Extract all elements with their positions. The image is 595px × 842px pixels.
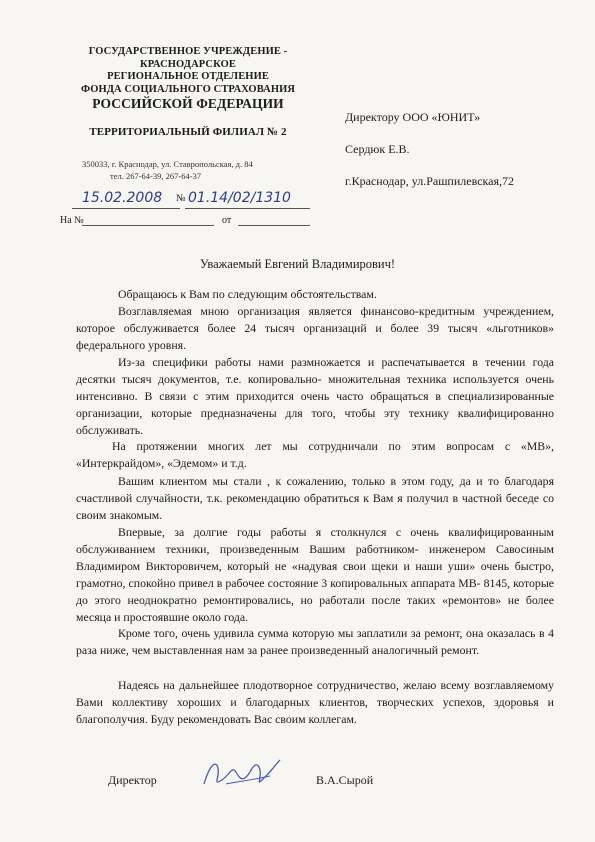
paragraph-8: Надеясь на дальнейшее плодотворное сотрудничество, желаю всему возглавляемому Вами коллективу хороших и благодарных клиентов, творческих успехов, здоровья и благополучия. Буду рекомендовать Вас своим коллегам. [76, 678, 554, 726]
number-sign: № [176, 193, 186, 204]
recipient-line-3: г.Краснодар, ул.Рашпилевская,72 [345, 174, 515, 188]
paragraph-1: Обращаюсь к Вам по следующим обстоятельствам. [118, 287, 377, 301]
recipient-line-1: Директору ООО «ЮНИТ» [345, 110, 481, 124]
org-line-1: ГОСУДАРСТВЕННОЕ УЧРЕЖДЕНИЕ - [88, 46, 288, 57]
paragraph-2: Возглавляемая мною организация является финансово-кредитным учреждением, которое обслуживается более 24 тысяч организаций и более 39 тысяч «льготников» федерального уровня. [76, 304, 554, 352]
organization-header [48, 46, 328, 111]
signatory-position: Директор [108, 773, 157, 787]
org-line-4: ФОНДА СОЦИАЛЬНОГО СТРАХОВАНИЯ [80, 83, 296, 95]
salutation: Уважаемый Евгений Владимирович! [199, 257, 396, 271]
org-line-2: КРАСНОДАРСКОЕ [140, 58, 236, 70]
signatory-name: В.А.Сырой [316, 773, 374, 787]
org-line-5: РОССИЙСКОЙ ФЕДЕРАЦИИ [92, 96, 284, 111]
reply-number-line [82, 225, 214, 226]
paragraph-3: Из-за специфики работы нами размножается и распечатывается в течении года десятки тысяч документов, т.е. копировально- множительная техника используется очень интенсивно. В связи с этим приходится очень часто обращаться в специализированные организации, которые предназначены для того, чтобы эту технику квалифицированно обслуживать. [76, 355, 554, 437]
recipient-line-2: Сердюк Е.В. [345, 142, 410, 156]
address-line-1: 350033, г. Краснодар, ул. Ставропольская, д. 84 [82, 159, 253, 169]
org-line-3: РЕГИОНАЛЬНОЕ ОТДЕЛЕНИЕ [107, 71, 269, 82]
reply-label: На № [60, 215, 84, 226]
paragraph-7: Кроме того, очень удивила сумма которую мы заплатили за ремонт, она оказалась в 4 раза ниже, чем выставленная нам за ранее произведенный аналогичный ремонт. [76, 626, 554, 657]
date-underline [72, 208, 180, 209]
paragraph-4: На протяжении многих лет мы сотрудничали по этим вопросам с «МВ», «Интеркрайдом», «Эдемом» и т.д. [76, 439, 554, 470]
paragraph-5: Вашим клиентом мы стали , к сожалению, только в этом году, да и то благодаря счастливой случайности, т.к. рекомендацию обратиться к Вам я получил в частной беседе со своим знакомым. [76, 474, 554, 522]
paragraph-6: Впервые, за долгие годы работы я столкнулся с очень квалифицированным обслуживанием техники, произведенным Вашим работником- инженером Савосиным Владимиром Викторовичем, который не «надувая свои щеки и наши уши» очень быстро, грамотно, спокойно привел в рабочее состояние 3 копировальных аппарата МВ- 8145, которые до этого неоднократно ремонтировались, но работали после таких «ремонтов» не более месяца и простоявшие около года. [76, 525, 554, 624]
handwritten-signature [196, 754, 286, 794]
handwritten-date: 15.02.2008 [82, 190, 163, 206]
branch-title: ТЕРРИТОРИАЛЬНЫЙ ФИЛИАЛ № 2 [89, 126, 287, 138]
from-label: от [222, 215, 232, 226]
number-underline [185, 208, 310, 209]
from-date-line [238, 225, 310, 226]
handwritten-number: 01.14/02/1310 [188, 190, 291, 206]
phone-line: тел. 267-64-39, 267-64-37 [110, 171, 202, 181]
